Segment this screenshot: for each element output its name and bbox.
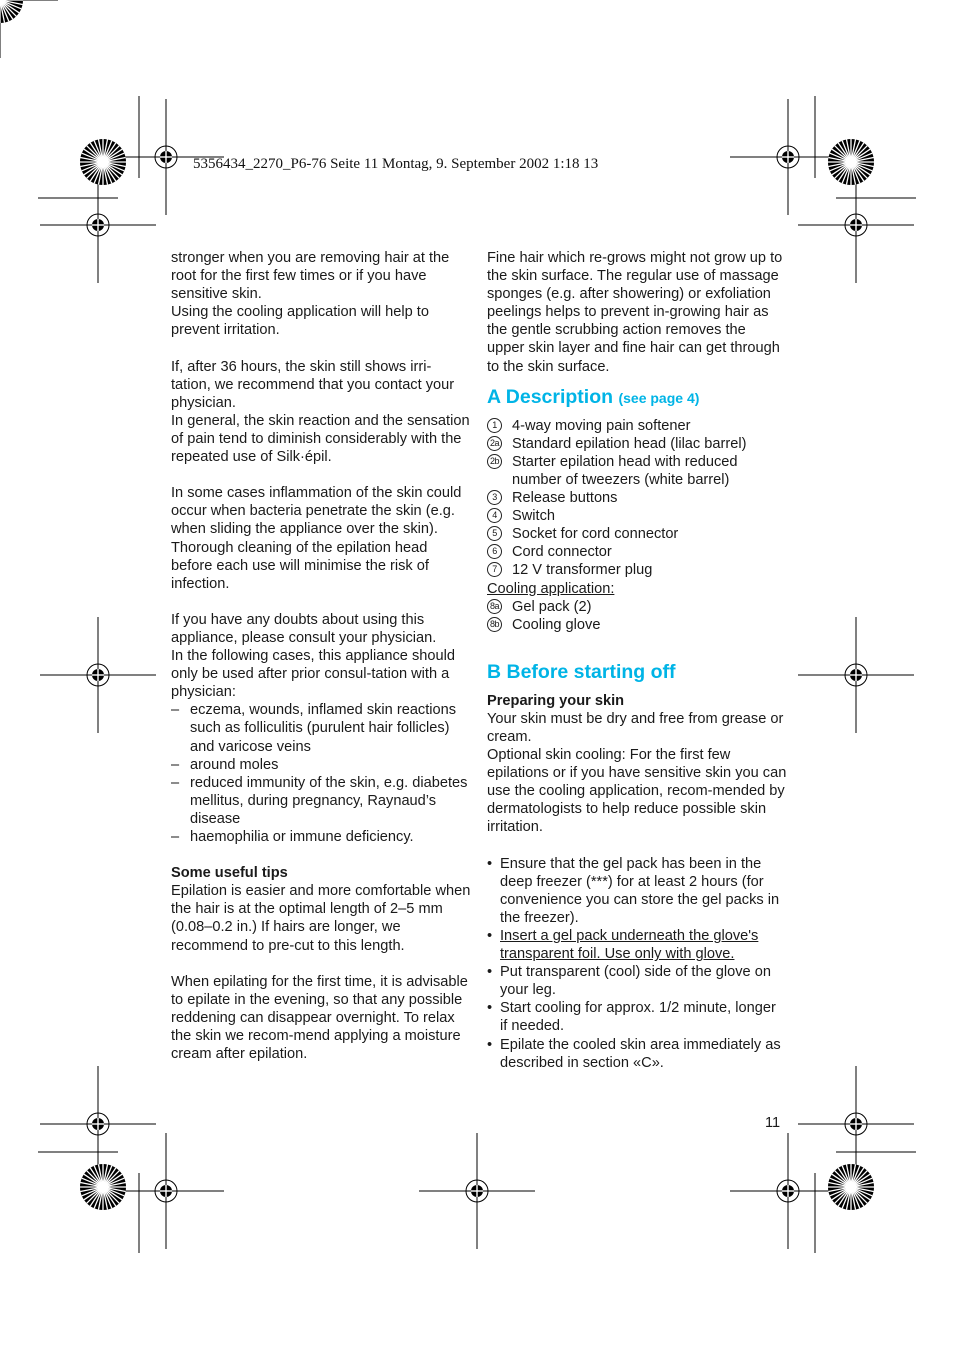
list-item: • Insert a gel pack underneath the glove's transparent foil. Use only with glove. xyxy=(487,928,759,963)
list-item: 7 12 V transformer plug xyxy=(487,561,787,579)
right-column xyxy=(487,249,787,1072)
paragraph: Optional skin cooling: For the first few epilations or if you have sensitive skin you can use the cooling application, recom-mended by dermatologists to help reduce possible skin irritation. xyxy=(487,747,787,836)
paragraph: In general, the skin reaction and the sensation of pain tend to diminish considerably with the repeated use of Silk·épil. xyxy=(171,412,470,466)
paragraph: In the following cases, this appliance should only be used after prior consul-tation with a physician: xyxy=(171,648,455,701)
section-heading-before-starting: B Before starting off xyxy=(487,660,676,683)
list-item: 8a Gel pack (2) xyxy=(487,598,787,616)
list-item: • Put transparent (cool) side of the glove on your leg. xyxy=(487,964,771,999)
prep-heading: Preparing your skin xyxy=(487,692,625,709)
cooling-label: Cooling application: xyxy=(487,580,615,597)
list-item: 2a Standard epilation head (lilac barrel) xyxy=(487,435,787,453)
starburst-mark-icon xyxy=(0,0,23,23)
left-column xyxy=(171,249,471,1063)
list-item: – reduced immunity of the skin, e.g. diabetes mellitus, during pregnancy, Raynaud’s disease xyxy=(171,774,468,827)
page-number: 11 xyxy=(765,1115,781,1131)
page-reference: (see page 4) xyxy=(618,389,700,406)
list-item: 4 Switch xyxy=(487,507,787,525)
list-item: 6 Cord connector xyxy=(487,543,787,561)
paragraph: stronger when you are removing hair at the root for the first few times or if you have sensitive skin. xyxy=(171,250,450,303)
cooling-steps-list xyxy=(487,855,787,1072)
list-item: 2b Starter epilation head with reduced number of tweezers (white barrel) xyxy=(487,453,787,489)
tips-heading: Some useful tips xyxy=(171,865,288,882)
paragraph: Using the cooling application will help to prevent irritation. xyxy=(171,304,429,339)
paragraph: Fine hair which re-grows might not grow up to the skin surface. The regular use of massage sponges (e.g. after showering) or exfoliation peelings helps to prevent in-growing hair as the gentle scrubbing action removes the upper skin layer and fine hair can get through to the skin surface. xyxy=(487,250,783,375)
parts-list xyxy=(487,417,787,580)
paragraph: In some cases inflammation of the skin could occur when bacteria penetrate the skin (e.g. when sliding the appliance over the skin). Thorough cleaning of the epilation head before each use will minimise the risk of infection. xyxy=(171,485,462,592)
paragraph: If, after 36 hours, the skin still shows irri-tation, we recommend that you contact your physician. xyxy=(171,358,455,411)
list-item: 8b Cooling glove xyxy=(487,616,787,634)
list-item: 1 4-way moving pain softener xyxy=(487,417,787,435)
list-item: • Start cooling for approx. 1/2 minute, longer if needed. xyxy=(487,1000,776,1035)
paragraph: Epilation is easier and more comfortable when the hair is at the optimal length of 2–5 mm (0.08–0.2 in.) If hairs are longer, we recommend to pre-cut to this length. xyxy=(171,883,471,954)
paragraph: When epilating for the first time, it is advisable to epilate in the evening, so that any possible reddening can disappear overnight. To relax the skin we recom-mend applying a moisture cream after epilation. xyxy=(171,973,468,1063)
paragraph: If you have any doubts about using this appliance, please consult your physician. xyxy=(171,611,437,646)
paragraph: Your skin must be dry and free from grease or cream. xyxy=(487,710,784,745)
list-item: • Epilate the cooled skin area immediately as described in section «C». xyxy=(487,1036,781,1071)
section-heading-description: A Description (see page 4) xyxy=(487,385,700,408)
list-item: • Ensure that the gel pack has been in the deep freezer (***) for at least 2 hours (for convenience you can store the gel packs in the freezer). xyxy=(487,855,780,926)
list-item: 3 Release buttons xyxy=(487,489,787,507)
list-item: – eczema, wounds, inflamed skin reactions such as folliculitis (purulent hair follicles) and varicose veins xyxy=(171,702,457,755)
conditions-list xyxy=(171,701,471,846)
list-item: – haemophilia or immune deficiency. xyxy=(171,829,414,845)
list-item: 5 Socket for cord connector xyxy=(487,525,787,543)
cooling-parts-list xyxy=(487,598,787,634)
print-slug-line: 5356434_2270_P6-76 Seite 11 Montag, 9. September 2002 1:18 13 xyxy=(193,156,599,172)
list-item: – around moles xyxy=(171,756,279,773)
